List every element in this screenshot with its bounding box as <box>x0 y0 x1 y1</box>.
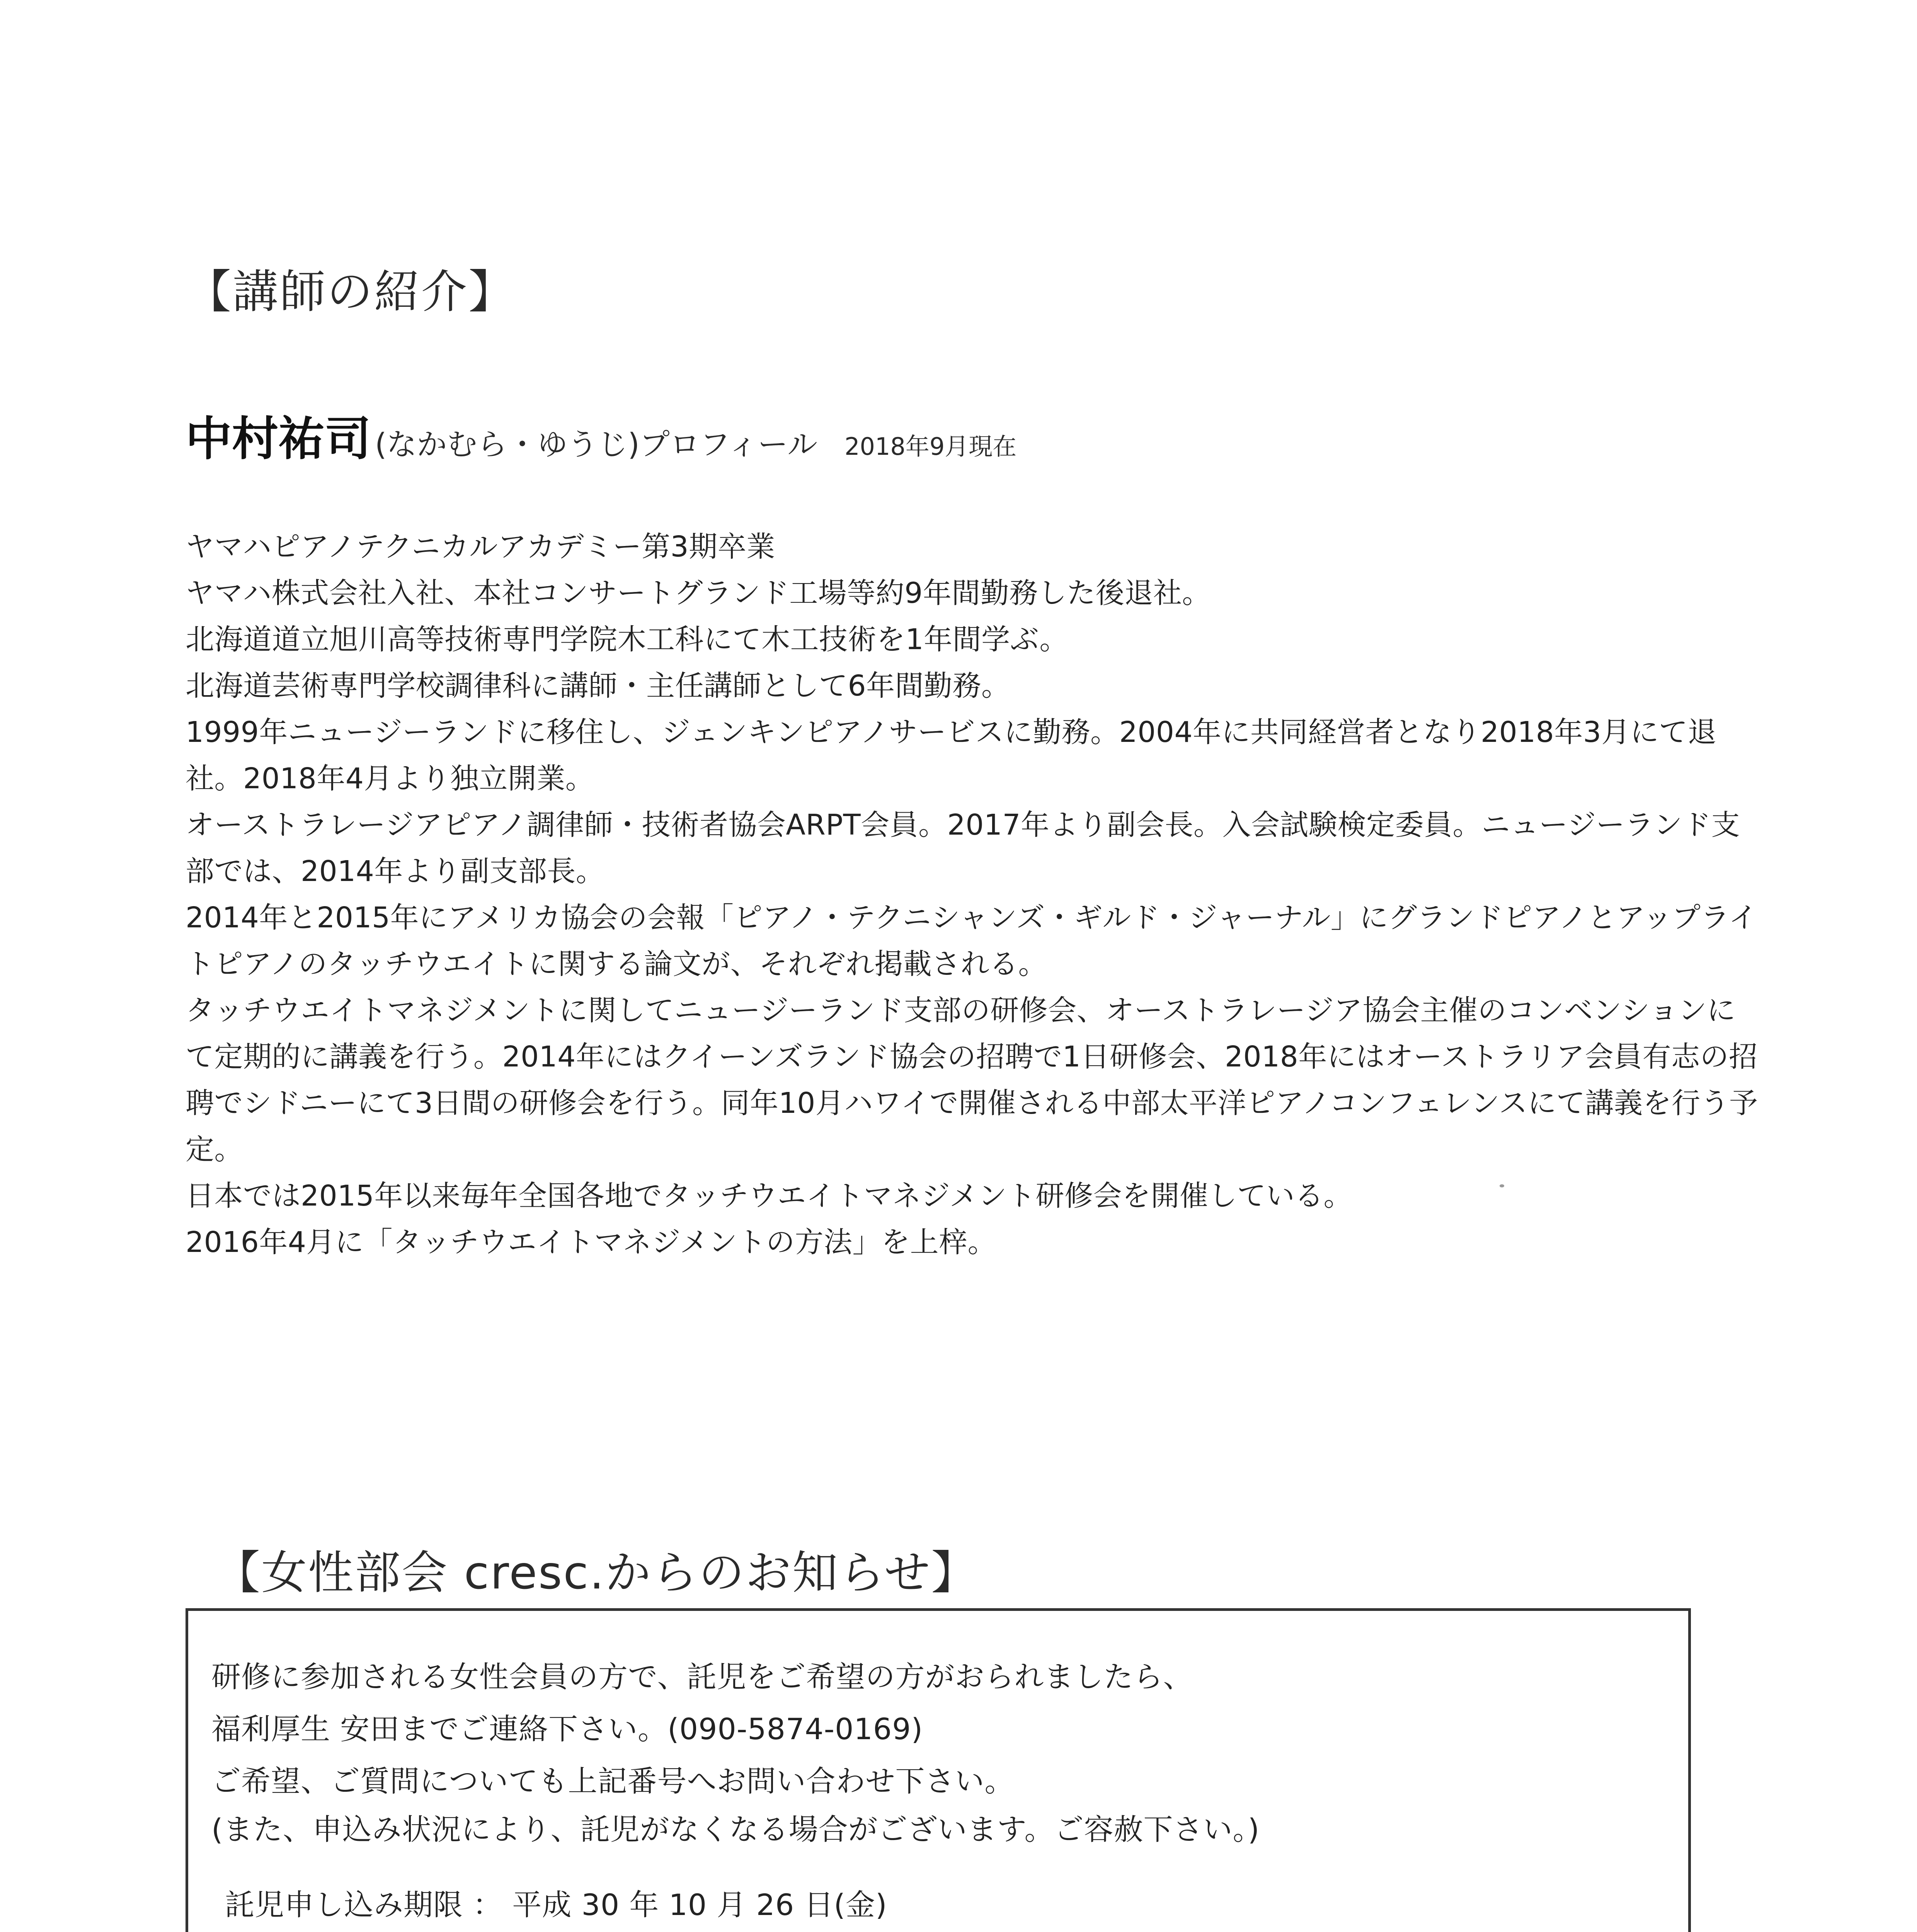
bio-paragraph: 北海道芸術専門学校調律科に講師・主任講師として6年間勤務。 <box>186 669 1010 702</box>
notice-line: ご希望、ご質問についても上記番号へお問い合わせ下さい。 <box>211 1764 1015 1798</box>
section-title-instructor: 【講師の紹介】 <box>186 265 516 318</box>
bio-paragraph: タッチウエイトマネジメントに関してニュージーランド支部の研修会、オーストラレージア協会主催のコンベンションにて定期的に講義を行う。2014年にはクイーンズランド協会の招聘で1日研修会、2018年にはオーストラリア会員有志の招聘でシドニーにて3日間の研修会を行う。同年10月ハワイで開催される中部太平洋ピアノコンフェレンスにて講義を行う予定。 <box>186 994 1758 1166</box>
notice-line: 研修に参加される女性会員の方で、託児をご希望の方がおられましたら、 <box>211 1660 1193 1694</box>
section-title-notice: 【女性部会 cresc.からのお知らせ】 <box>215 1546 978 1599</box>
instructor-name: 中村祐司 <box>186 412 371 466</box>
instructor-name-line <box>186 402 1016 468</box>
childcare-deadline: 託児申し込み期限 ： 平成 30 年 10 月 26 日(金) <box>225 1888 887 1922</box>
instructor-name-reading: (なかむら・ゆうじ)プロフィール <box>375 427 818 462</box>
instructor-bio <box>186 524 1762 1265</box>
notice-box <box>186 1608 1691 1932</box>
bio-paragraph: ヤマハ株式会社入社、本社コンサートグランド工場等約9年間勤務した後退社。 <box>186 577 1211 610</box>
bio-paragraph: 2014年と2015年にアメリカ協会の会報「ピアノ・テクニシャンズ・ギルド・ジャーナル」にグランドピアノとアップライトピアノのタッチウエイトに関する論文が、それぞれ掲載される。 <box>186 901 1758 981</box>
profile-date: 2018年9月現在 <box>844 432 1017 461</box>
bio-paragraph: 2016年4月に「タッチウエイトマネジメントの方法」を上梓。 <box>186 1226 997 1259</box>
bio-paragraph: オーストラレージアピアノ調律師・技術者協会ARPT会員。2017年より副会長。入会試験検定委員。ニュージーランド支部では、2014年より副支部長。 <box>186 808 1740 888</box>
bio-paragraph: 北海道道立旭川高等技術専門学院木工科にて木工技術を1年間学ぶ。 <box>186 623 1069 656</box>
notice-line: 福利厚生 安田までご連絡下さい。(090-5874-0169) <box>211 1712 923 1746</box>
bio-paragraph: ヤマハピアノテクニカルアカデミー第3期卒業 <box>186 530 775 563</box>
notice-line: (また、申込み状況により、託児がなくなる場合がございます。ご容赦下さい。) <box>211 1812 1260 1847</box>
scan-speck <box>1500 1184 1504 1187</box>
bio-paragraph: 1999年ニュージーランドに移住し、ジェンキンピアノサービスに勤務。2004年に共同経営者となり2018年3月にて退社。2018年4月より独立開業。 <box>186 716 1717 795</box>
bio-paragraph: 日本では2015年以来毎年全国各地でタッチウエイトマネジメント研修会を開催している。 <box>186 1179 1353 1213</box>
